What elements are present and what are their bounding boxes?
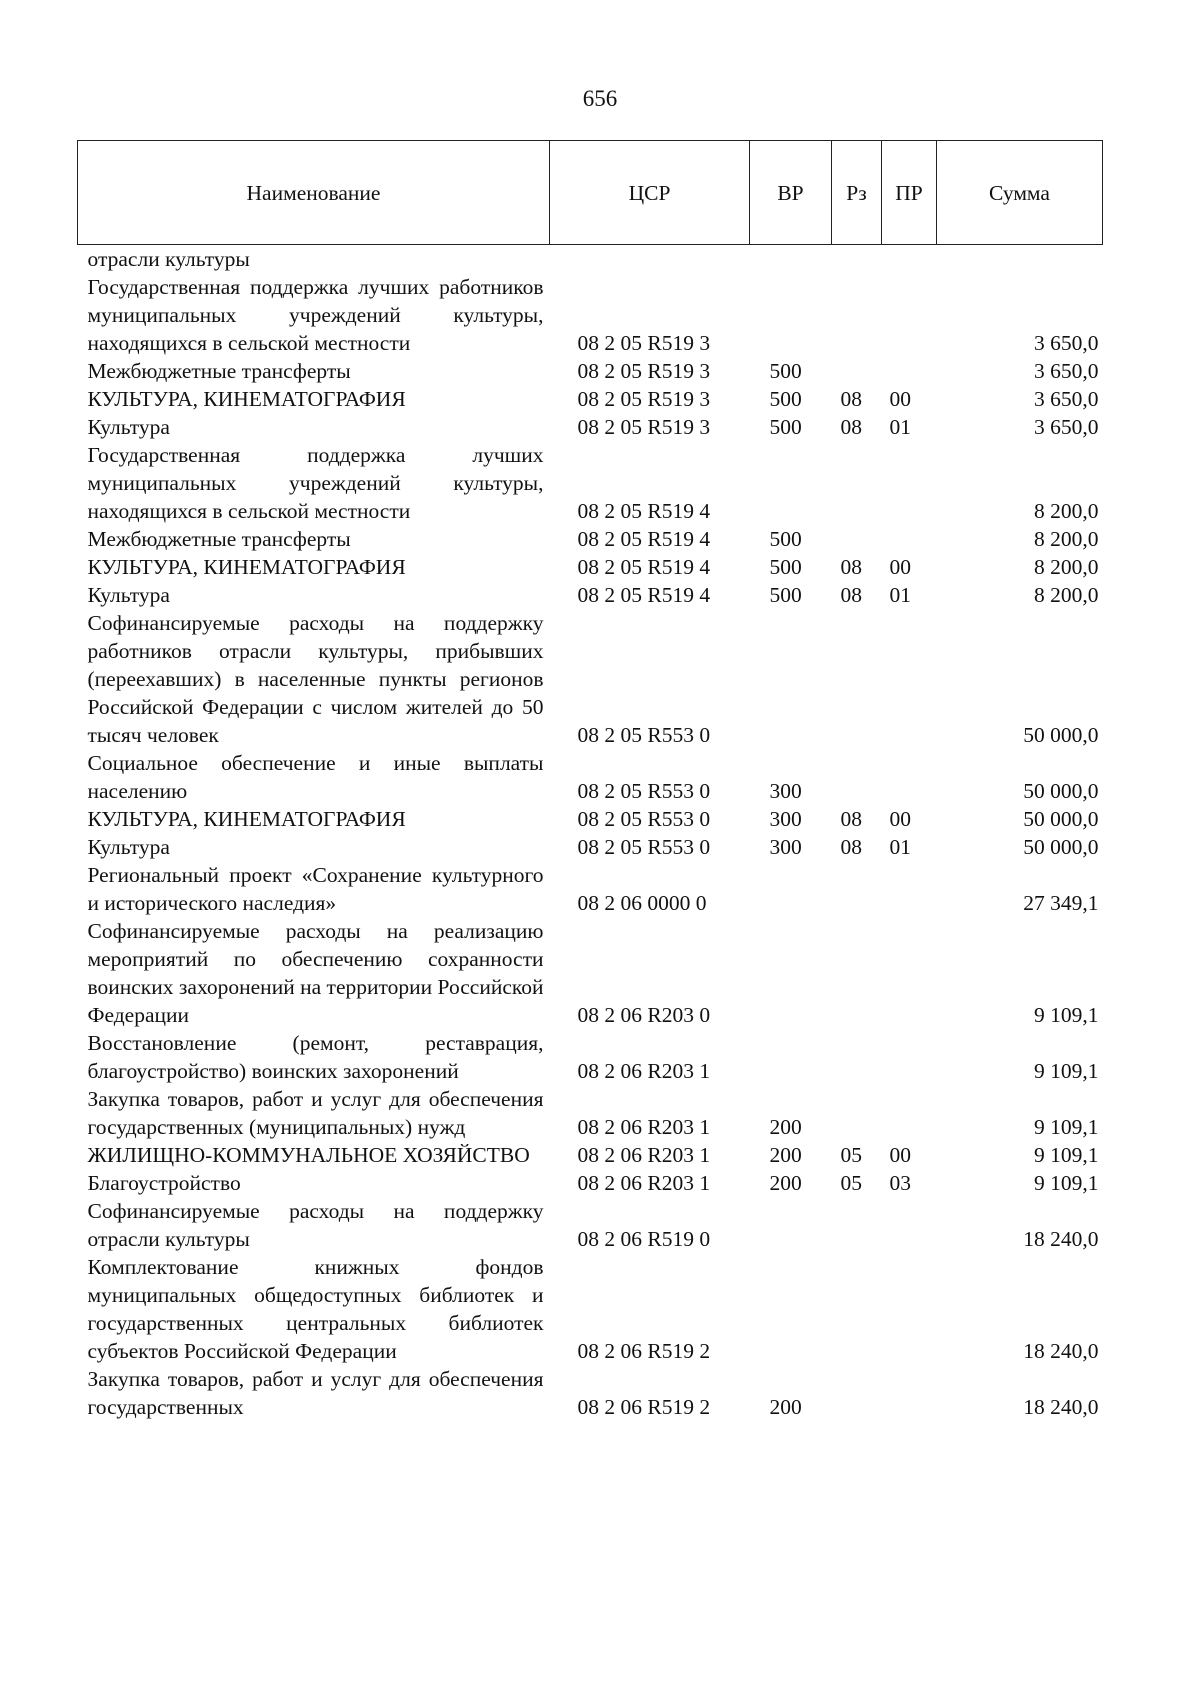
cell-rz (832, 1253, 882, 1365)
table-row (78, 441, 1103, 525)
cell-pr (882, 1197, 937, 1253)
cell-csr: 08 2 06 R203 1 (577, 1059, 711, 1083)
header-csr: ЦСР (550, 141, 750, 245)
cell-sum: 8 200,0 (1034, 583, 1099, 607)
cell-rz: 08 (840, 555, 862, 579)
cell-pr (882, 749, 937, 805)
page-number: 656 (582, 86, 618, 111)
table-row (78, 861, 1103, 917)
cell-pr: 00 (889, 555, 911, 579)
cell-sum: 8 200,0 (1034, 527, 1099, 551)
cell-vr: 300 (769, 779, 802, 803)
cell-pr: 01 (889, 583, 911, 607)
table-body (78, 245, 1103, 1422)
cell-vr: 500 (769, 415, 802, 439)
cell-sum: 27 349,1 (1023, 891, 1099, 915)
table-row (78, 1029, 1103, 1085)
cell-rz: 08 (840, 835, 862, 859)
cell-vr (750, 861, 832, 917)
cell-pr (882, 525, 937, 553)
cell-vr: 200 (769, 1171, 802, 1195)
cell-rz: 05 (840, 1171, 862, 1195)
table-row (78, 581, 1103, 609)
table-row (78, 1169, 1103, 1197)
table-row (78, 1197, 1103, 1253)
cell-pr (882, 1029, 937, 1085)
cell-vr (750, 273, 832, 357)
cell-vr: 200 (769, 1115, 802, 1139)
cell-name: Межбюджетные трансферты (87, 527, 351, 551)
cell-name: Закупка товаров, работ и услуг для обеспечения государственных (87, 1367, 544, 1419)
cell-csr: 08 2 06 R203 1 (577, 1143, 711, 1167)
cell-sum: 3 650,0 (1034, 387, 1099, 411)
cell-rz (832, 609, 882, 749)
cell-csr: 08 2 05 R519 3 (577, 359, 711, 383)
table-row (78, 245, 1103, 274)
cell-sum: 18 240,0 (1023, 1227, 1099, 1251)
cell-csr: 08 2 06 0000 0 (577, 891, 707, 915)
cell-csr: 08 2 05 R553 0 (577, 807, 711, 831)
cell-name: Восстановление (ремонт, реставрация, благоустройство) воинских захоронений (87, 1031, 544, 1083)
budget-table (77, 140, 1103, 1421)
header-name: Наименование (78, 141, 550, 245)
cell-sum: 9 109,1 (1034, 1143, 1099, 1167)
cell-name: Культура (87, 583, 170, 607)
cell-csr: 08 2 05 R553 0 (577, 835, 711, 859)
cell-pr (882, 245, 937, 274)
cell-csr: 08 2 05 R553 0 (577, 779, 711, 803)
cell-vr: 500 (769, 387, 802, 411)
cell-pr (882, 441, 937, 525)
cell-pr (882, 609, 937, 749)
cell-pr: 01 (889, 835, 911, 859)
cell-name: Социальное обеспечение и иные выплаты населению (87, 751, 544, 803)
table-row (78, 1253, 1103, 1365)
cell-rz (832, 861, 882, 917)
cell-csr: 08 2 05 R519 4 (577, 583, 711, 607)
cell-name: Культура (87, 835, 170, 859)
table-row (78, 357, 1103, 385)
cell-csr (550, 245, 750, 274)
cell-csr: 08 2 05 R519 3 (577, 331, 711, 355)
table-row (78, 1365, 1103, 1421)
cell-vr (750, 1029, 832, 1085)
cell-name: Благоустройство (87, 1171, 241, 1195)
cell-sum: 3 650,0 (1034, 331, 1099, 355)
cell-name: Закупка товаров, работ и услуг для обеспечения государственных (муниципальных) нужд (87, 1087, 544, 1139)
table-row (78, 385, 1103, 413)
cell-sum: 8 200,0 (1034, 555, 1099, 579)
header-rz: Рз (832, 141, 882, 245)
table-header (78, 141, 1103, 245)
cell-vr: 300 (769, 835, 802, 859)
cell-name: Культура (87, 415, 170, 439)
cell-sum: 9 109,1 (1034, 1115, 1099, 1139)
cell-rz: 08 (840, 583, 862, 607)
cell-name: Софинансируемые расходы на реализацию мероприятий по обеспечению сохранности воинских захоронений на территории Российской Федерации (87, 919, 544, 1027)
cell-rz (832, 1085, 882, 1141)
cell-csr: 08 2 06 R203 1 (577, 1171, 711, 1195)
cell-csr: 08 2 05 R519 4 (577, 555, 711, 579)
cell-vr (750, 1197, 832, 1253)
table-row (78, 805, 1103, 833)
cell-name: Комплектование книжных фондов муниципальных общедоступных библиотек и государственных центральных библиотек субъектов Российской Федерации (87, 1255, 544, 1363)
cell-rz: 08 (840, 807, 862, 831)
cell-pr: 03 (889, 1171, 911, 1195)
header-sum: Сумма (937, 141, 1103, 245)
table-row (78, 917, 1103, 1029)
cell-name: отрасли культуры (87, 247, 250, 271)
cell-name: Региональный проект «Сохранение культурного и исторического наследия» (87, 863, 544, 915)
cell-csr: 08 2 05 R519 3 (577, 415, 711, 439)
cell-name: КУЛЬТУРА, КИНЕМАТОГРАФИЯ (87, 807, 406, 831)
cell-vr: 300 (769, 807, 802, 831)
header-pr: ПР (882, 141, 937, 245)
cell-pr (882, 273, 937, 357)
table-row (78, 609, 1103, 749)
cell-pr (882, 1085, 937, 1141)
cell-rz (832, 749, 882, 805)
cell-csr: 08 2 05 R553 0 (577, 723, 711, 747)
cell-rz (832, 1029, 882, 1085)
cell-csr: 08 2 06 R519 2 (577, 1339, 711, 1363)
cell-rz (832, 441, 882, 525)
cell-rz (832, 525, 882, 553)
cell-name: Межбюджетные трансферты (87, 359, 351, 383)
cell-name: Государственная поддержка лучших работников муниципальных учреждений культуры, находящихся в сельской местности (87, 275, 544, 355)
cell-pr (882, 1253, 937, 1365)
cell-sum: 18 240,0 (1023, 1339, 1099, 1363)
cell-vr (750, 441, 832, 525)
cell-vr: 200 (769, 1395, 802, 1419)
cell-pr: 00 (889, 1143, 911, 1167)
cell-pr (882, 357, 937, 385)
cell-rz (832, 273, 882, 357)
header-vr: ВР (750, 141, 832, 245)
cell-csr: 08 2 05 R519 4 (577, 499, 711, 523)
cell-vr (750, 245, 832, 274)
cell-csr: 08 2 05 R519 3 (577, 387, 711, 411)
cell-sum: 9 109,1 (1034, 1059, 1099, 1083)
cell-pr: 00 (889, 387, 911, 411)
cell-sum: 9 109,1 (1034, 1003, 1099, 1027)
cell-rz (832, 357, 882, 385)
cell-sum: 18 240,0 (1023, 1395, 1099, 1419)
table-row (78, 1085, 1103, 1141)
table-row (78, 1141, 1103, 1169)
cell-pr: 00 (889, 807, 911, 831)
cell-vr: 500 (769, 527, 802, 551)
cell-csr: 08 2 06 R519 2 (577, 1395, 711, 1419)
cell-name: Софинансируемые расходы на поддержку работников отрасли культуры, прибывших (переехавших) в населенные пункты регионов Российской Федерации с числом жителей до 50 тысяч человек (87, 611, 544, 747)
cell-rz (832, 245, 882, 274)
cell-csr: 08 2 06 R203 1 (577, 1115, 711, 1139)
cell-sum: 8 200,0 (1034, 499, 1099, 523)
table-row (78, 553, 1103, 581)
cell-rz (832, 917, 882, 1029)
cell-pr: 01 (889, 415, 911, 439)
cell-name: Софинансируемые расходы на поддержку отрасли культуры (87, 1199, 544, 1251)
table-row (78, 833, 1103, 861)
cell-pr (882, 861, 937, 917)
cell-name: КУЛЬТУРА, КИНЕМАТОГРАФИЯ (87, 555, 406, 579)
cell-sum (937, 245, 1103, 274)
cell-vr (750, 917, 832, 1029)
cell-vr: 500 (769, 359, 802, 383)
table-row (78, 749, 1103, 805)
cell-sum: 3 650,0 (1034, 415, 1099, 439)
cell-name: Государственная поддержка лучших муниципальных учреждений культуры, находящихся в сельской местности (87, 443, 544, 523)
table-row (78, 413, 1103, 441)
cell-csr: 08 2 06 R203 0 (577, 1003, 711, 1027)
table-row (78, 525, 1103, 553)
cell-rz (832, 1365, 882, 1421)
cell-name: ЖИЛИЩНО-КОММУНАЛЬНОЕ ХОЗЯЙСТВО (87, 1143, 530, 1167)
table-row (78, 273, 1103, 357)
cell-vr (750, 1253, 832, 1365)
cell-rz: 05 (840, 1143, 862, 1167)
cell-sum: 9 109,1 (1034, 1171, 1099, 1195)
cell-rz (832, 1197, 882, 1253)
cell-vr: 500 (769, 583, 802, 607)
cell-csr: 08 2 06 R519 0 (577, 1227, 711, 1251)
cell-rz: 08 (840, 415, 862, 439)
cell-vr: 200 (769, 1143, 802, 1167)
cell-pr (882, 1365, 937, 1421)
cell-sum: 50 000,0 (1023, 835, 1099, 859)
cell-name: КУЛЬТУРА, КИНЕМАТОГРАФИЯ (87, 387, 406, 411)
cell-pr (882, 917, 937, 1029)
cell-csr: 08 2 05 R519 4 (577, 527, 711, 551)
cell-rz: 08 (840, 387, 862, 411)
cell-vr: 500 (769, 555, 802, 579)
cell-sum: 50 000,0 (1023, 723, 1099, 747)
cell-sum: 50 000,0 (1023, 807, 1099, 831)
cell-vr (750, 609, 832, 749)
cell-sum: 50 000,0 (1023, 779, 1099, 803)
cell-sum: 3 650,0 (1034, 359, 1099, 383)
